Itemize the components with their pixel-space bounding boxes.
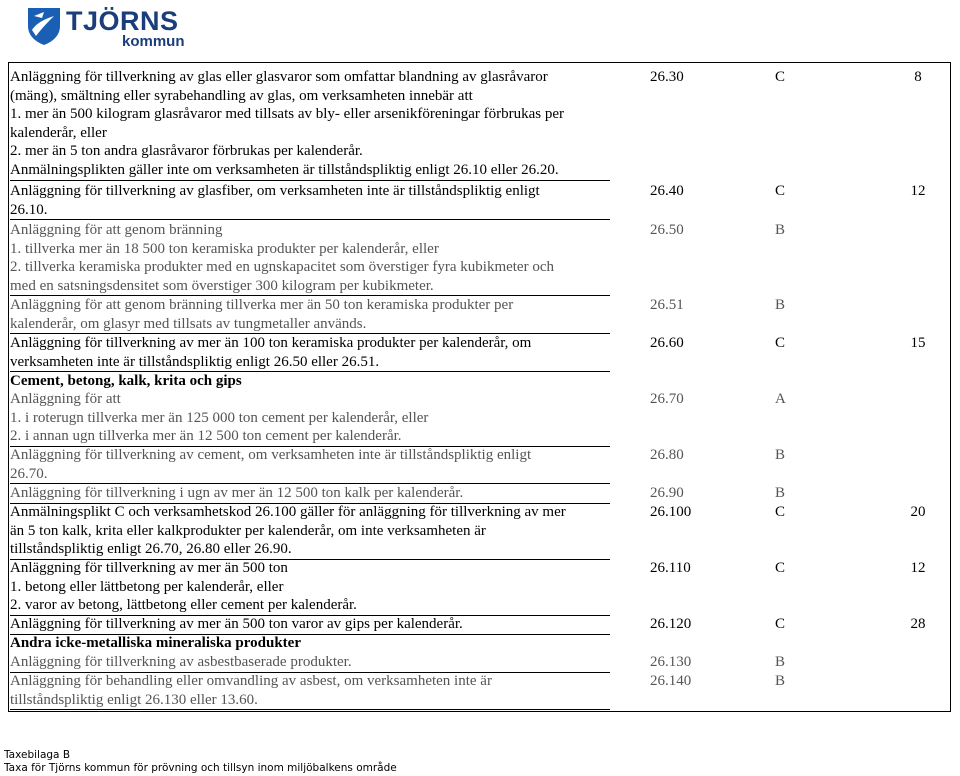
permit-class: C [775, 504, 786, 520]
row-description [10, 559, 610, 615]
permit-class: B [775, 297, 786, 313]
description-line: 2. i annan ugn tillverka mer än 12 500 ton cement per kalenderår. [10, 428, 402, 445]
activity-code: 26.130 [650, 654, 692, 670]
description-line: 26.10. [10, 201, 48, 218]
description-line: 1. i roterugn tillverka mer än 125 000 ton cement per kalenderår, eller [10, 409, 429, 426]
description-line: Anläggning för tillverkning av mer än 500 ton varor av gips per kalenderår. [10, 616, 463, 632]
description-line: 1. mer än 500 kilogram glasråvaror med tillsats av bly- eller arsenikföreningar förbrukas per [10, 106, 564, 123]
fee-class: 28 [910, 616, 926, 632]
activity-code: 26.80 [650, 447, 684, 463]
row-description [10, 296, 610, 333]
fee-class: 12 [910, 183, 926, 199]
row-description [10, 390, 610, 446]
description-line: Anläggning för att genom bränning [10, 222, 223, 238]
description-line: kalenderår, om glasyr med tillsats av tungmetaller används. [10, 315, 367, 332]
description-line: tillståndspliktig enligt 26.70, 26.80 eller 26.90. [10, 541, 292, 558]
description-line: Anläggning för behandling eller omvandling av asbest, om verksamheten inte är [10, 673, 492, 689]
description-line: än 5 ton kalk, krita eller kalkprodukter per kalenderår, om inte verksamheten är [10, 522, 486, 539]
permit-class: C [775, 560, 786, 576]
row-description [10, 484, 610, 503]
description-line: Anläggning för tillverkning av cement, om verksamheten inte är tillståndspliktig enligt [10, 447, 532, 463]
permit-class: C [775, 616, 786, 632]
permit-class: B [775, 654, 786, 670]
activity-code: 26.110 [650, 560, 691, 576]
logo-sub: kommun [122, 33, 185, 50]
description-line: Anläggning för tillverkning i ugn av mer än 12 500 ton kalk per kalenderår. [10, 485, 464, 501]
fee-class: 20 [910, 504, 926, 520]
row-description [10, 221, 610, 295]
shield-icon [26, 6, 62, 46]
row-divider [10, 709, 610, 710]
permit-class: C [775, 69, 786, 85]
section-heading: Cement, betong, kalk, krita och gips [10, 373, 242, 389]
description-line: 26.70. [10, 465, 48, 482]
description-line: Anmälningsplikten gäller inte om verksamheten är tillståndspliktig enligt 26.10 eller 26.20. [10, 161, 559, 178]
activity-code: 26.90 [650, 485, 684, 501]
description-line: Anläggning för tillverkning av asbestbaserade produkter. [10, 654, 352, 670]
fee-class: 15 [910, 335, 926, 351]
description-line: Anmälningsplikt C och verksamhetskod 26.100 gäller för anläggning för tillverkning av mer [10, 504, 566, 520]
description-line: kalenderår, eller [10, 124, 107, 141]
row-description [10, 653, 610, 672]
activity-code: 26.50 [650, 222, 684, 238]
description-line: 1. tillverka mer än 18 500 ton keramiska produkter per kalenderår, eller [10, 240, 439, 257]
description-line: Anläggning för att genom bränning tillverka mer än 50 ton keramiska produkter per [10, 297, 514, 313]
permit-class: B [775, 485, 786, 501]
activity-code: 26.100 [650, 504, 692, 520]
permit-class: C [775, 335, 786, 351]
description-line: tillståndspliktig enligt 26.130 eller 13.60. [10, 691, 258, 708]
row-description [10, 503, 610, 559]
row-description [10, 182, 610, 219]
fee-class: 8 [914, 69, 922, 85]
section-heading: Andra icke-metalliska mineraliska produkter [10, 635, 301, 651]
description-line: 2. mer än 5 ton andra glasråvaror förbrukas per kalenderår. [10, 143, 363, 160]
description-line: 2. varor av betong, lättbetong eller cement per kalenderår. [10, 597, 357, 614]
activity-code: 26.51 [650, 297, 684, 313]
permit-class: C [775, 183, 786, 199]
logo-name: TJÖRNS [66, 6, 179, 36]
activity-code: 26.70 [650, 391, 684, 407]
description-line: verksamheten inte är tillståndspliktig enligt 26.50 eller 26.51. [10, 353, 380, 370]
footer-title: Taxebilaga B [4, 749, 71, 761]
fee-class: 12 [910, 560, 926, 576]
row-description [10, 446, 610, 483]
permit-class: A [775, 391, 786, 407]
description-line: 1. betong eller lättbetong per kalenderår, eller [10, 578, 284, 595]
activity-code: 26.30 [650, 69, 684, 85]
description-line: Anläggning för tillverkning av glas eller glasvaror som omfattar blandning av glasråvaror [10, 69, 548, 85]
activity-code: 26.120 [650, 616, 692, 632]
footer-subtitle: Taxa för Tjörns kommun för prövning och tillsyn inom miljöbalkens område [4, 762, 397, 774]
row-divider [10, 180, 610, 181]
description-line: Anläggning för att [10, 391, 121, 407]
row-description [10, 68, 610, 180]
permit-class: B [775, 222, 786, 238]
activity-code: 26.140 [650, 673, 692, 689]
activity-code: 26.60 [650, 335, 684, 351]
row-description [10, 334, 610, 371]
permit-class: B [775, 673, 786, 689]
description-line: Anläggning för tillverkning av glasfiber, om verksamheten inte är tillståndspliktig enligt [10, 183, 540, 199]
row-description [10, 615, 610, 634]
permit-class: B [775, 447, 786, 463]
description-line: (mäng), smältning eller syrabehandling av glas, om verksamheten innebär att [10, 87, 473, 104]
activity-code: 26.40 [650, 183, 684, 199]
row-description [10, 672, 610, 709]
description-line: Anläggning för tillverkning av mer än 500 ton [10, 560, 288, 576]
description-line: Anläggning för tillverkning av mer än 100 ton keramiska produkter per kalenderår, om [10, 335, 532, 351]
description-line: 2. tillverka keramiska produkter med en ugnskapacitet som överstiger fyra kubikmeter och [10, 259, 554, 276]
description-line: med en satsningsdensitet som överstiger 300 kilogram per kubikmeter. [10, 277, 434, 294]
tjorn-logo [26, 6, 186, 52]
